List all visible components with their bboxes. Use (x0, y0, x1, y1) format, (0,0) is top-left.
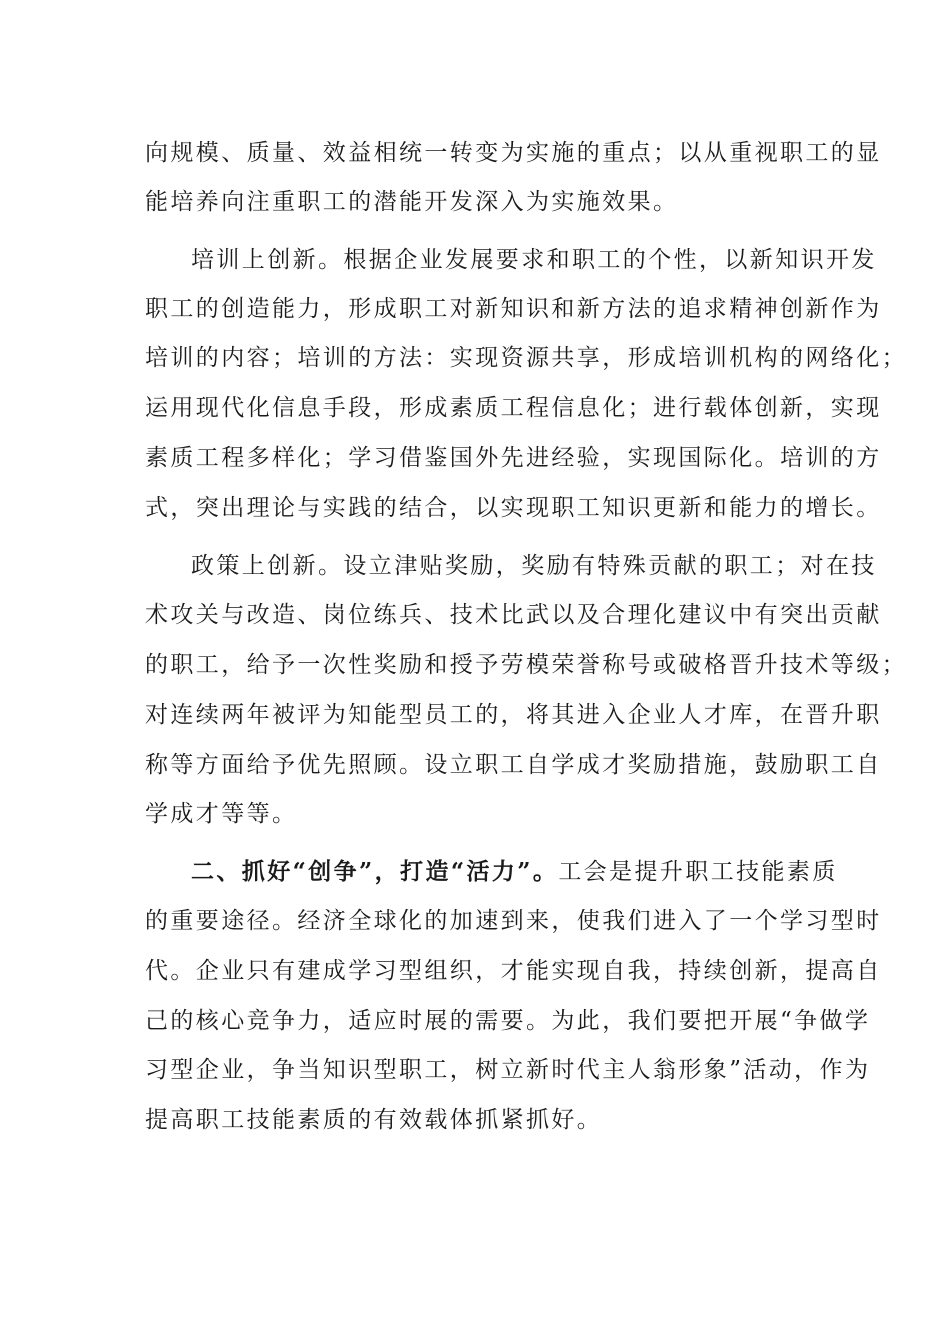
paragraph-3-line-3: 的职工，给予一次性奖励和授予劳模荣誉称号或破格晋升技术等级； (145, 652, 907, 678)
paragraph-3-line-2: 术攻关与改造、岗位练兵、技术比武以及合理化建议中有突出贡献 (145, 602, 882, 628)
paragraph-3-line-6: 学成才等等。 (145, 801, 298, 827)
section-heading-rest: 工会是提升职工技能素质 (558, 859, 838, 885)
paragraph-3-line-5: 称等方面给予优先照顾。设立职工自学成才奖励措施，鼓励职工自 (145, 752, 882, 778)
paragraph-3-line-1: 政策上创新。设立津贴奖励，奖励有特殊贡献的职工；对在技 (191, 553, 877, 579)
paragraph-2-line-6: 式，突出理论与实践的结合，以实现职工知识更新和能力的增长。 (145, 495, 882, 521)
paragraph-2-line-1: 培训上创新。根据企业发展要求和职工的个性，以新知识开发 (191, 247, 877, 273)
paragraph-2-line-4: 运用现代化信息手段，形成素质工程信息化；进行载体创新，实现 (145, 395, 882, 421)
paragraph-4-line-3: 代。企业只有建成学习型组织，才能实现自我，持续创新，提高自 (145, 958, 882, 984)
paragraph-1-line-1: 向规模、质量、效益相统一转变为实施的重点；以从重视职工的显 (145, 140, 882, 166)
paragraph-2-line-5: 素质工程多样化；学习借鉴国外先进经验，实现国际化。培训的方 (145, 445, 882, 471)
paragraph-3-line-4: 对连续两年被评为知能型员工的，将其进入企业人才库，在晋升职 (145, 702, 882, 728)
paragraph-4-line-2: 的重要途径。经济全球化的加速到来，使我们进入了一个学习型时 (145, 908, 882, 934)
section-heading-line (191, 857, 838, 887)
paragraph-1-line-2: 能培养向注重职工的潜能开发深入为实施效果。 (145, 189, 679, 215)
paragraph-4-line-5: 习型企业，争当知识型职工，树立新时代主人翁形象”活动，作为 (145, 1057, 871, 1083)
section-heading: 二、抓好“创争”，打造“活力”。 (191, 858, 559, 885)
paragraph-4-line-6: 提高职工技能素质的有效载体抓紧抓好。 (145, 1107, 603, 1133)
paragraph-2-line-2: 职工的创造能力，形成职工对新知识和新方法的追求精神创新作为 (145, 296, 882, 322)
paragraph-2-line-3: 培训的内容；培训的方法：实现资源共享，形成培训机构的网络化； (145, 345, 907, 371)
paragraph-4-line-4: 己的核心竞争力，适应时展的需要。为此，我们要把开展“争做学 (145, 1008, 871, 1034)
